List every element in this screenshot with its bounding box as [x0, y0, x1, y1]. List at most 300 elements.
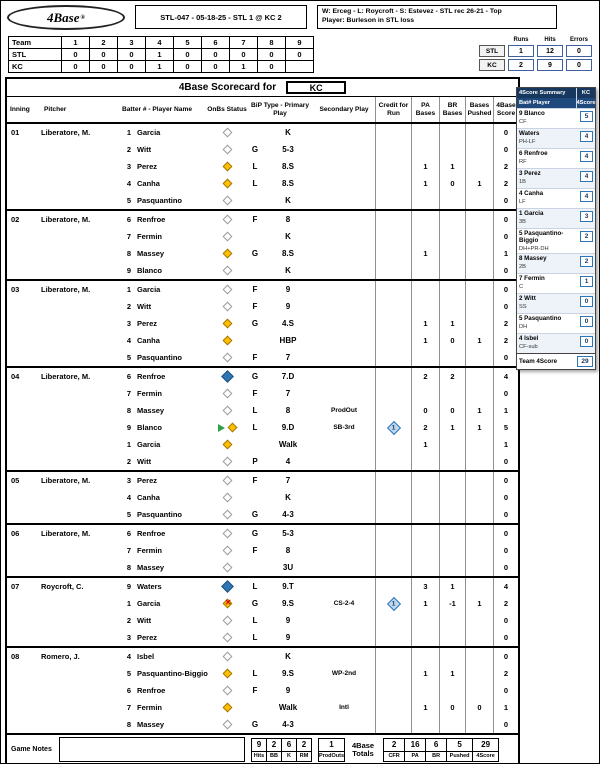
credit-for-run-cell — [375, 315, 411, 332]
four-base-score-value: 0 — [493, 629, 518, 646]
bip-type — [247, 489, 263, 506]
br-bases-value — [439, 436, 465, 453]
stat-label: CFR — [383, 751, 405, 762]
pa-bases-value — [411, 525, 439, 542]
summary-player-position: 1B — [519, 178, 526, 185]
inning-number — [7, 298, 41, 315]
br-bases-value: 0 — [439, 332, 465, 349]
bip-type — [247, 262, 263, 279]
onbs-empty-icon — [222, 145, 232, 155]
rhe-value-box: 1 — [508, 45, 534, 57]
credit-for-run-cell — [375, 716, 411, 733]
bases-pushed-value: 1 — [465, 175, 493, 192]
secondary-play — [313, 141, 375, 158]
batter-number: 8 — [126, 406, 131, 415]
summary-player-position: DH — [519, 323, 528, 330]
br-bases-value — [439, 716, 465, 733]
pitcher-name — [41, 158, 119, 175]
secondary-play — [313, 612, 375, 629]
inning-number: 04 — [11, 372, 20, 381]
inning-number — [7, 716, 41, 733]
bip-type: F — [252, 215, 258, 224]
rhe-header-label: Errors — [569, 37, 588, 43]
four-base-score-value: 2 — [493, 158, 518, 175]
scorecard-row — [7, 436, 518, 453]
batter-number: 4 — [126, 652, 131, 661]
onbs-status-cell — [207, 699, 247, 716]
br-bases-value — [439, 612, 465, 629]
bases-pushed-value — [465, 349, 493, 366]
credit-for-run-cell — [375, 158, 411, 175]
primary-play: 8 — [285, 215, 291, 224]
secondary-play — [313, 559, 375, 576]
bases-pushed-value — [465, 578, 493, 595]
summary-row — [517, 253, 595, 273]
credit-for-run-cell — [375, 525, 411, 542]
bip-type: F — [252, 546, 258, 555]
br-bases-value — [439, 542, 465, 559]
four-base-score-value: 1 — [493, 436, 518, 453]
four-base-score-value: 1 — [493, 699, 518, 716]
br-bases-value — [439, 525, 465, 542]
summary-player-name: Waters — [519, 130, 540, 137]
bip-type: L — [252, 179, 258, 188]
secondary-play — [313, 262, 375, 279]
pitcher-name — [41, 419, 119, 436]
linescore-score-cell: 0 — [173, 48, 202, 61]
col-onbs-status: OnBs Status — [207, 105, 247, 113]
onbs-empty-icon — [222, 720, 232, 730]
scorecard-title: 4Base Scorecard for — [178, 82, 277, 93]
bip-type — [247, 192, 263, 209]
credit-for-run-cell — [375, 192, 411, 209]
col-inning: Inning — [10, 105, 30, 113]
stat-column — [266, 738, 282, 762]
pitcher-name — [41, 141, 119, 158]
summary-score-box: 0 — [580, 296, 593, 307]
credit-for-run-icon — [386, 596, 400, 610]
br-bases-value — [439, 141, 465, 158]
bip-type — [247, 699, 263, 716]
stat-value: 1 — [318, 738, 345, 752]
onbs-status-cell — [207, 665, 247, 682]
counting-stats-group — [252, 738, 312, 762]
bases-pushed-value: 1 — [465, 419, 493, 436]
summary-player-position: CF — [519, 118, 527, 125]
bases-pushed-value — [465, 141, 493, 158]
linescore-team-header: Team — [8, 36, 62, 49]
summary-entries — [517, 108, 595, 353]
secondary-play — [313, 716, 375, 733]
secondary-play — [313, 228, 375, 245]
batter-number: 5 — [126, 353, 131, 362]
bip-type — [247, 228, 263, 245]
bip-type: F — [252, 389, 258, 398]
inning-number — [7, 595, 41, 612]
scorecard-row — [7, 489, 518, 506]
secondary-play — [313, 578, 375, 595]
rhe-value-box: 12 — [537, 45, 563, 57]
summary-score-box: 5 — [580, 111, 593, 122]
pitcher-name — [41, 245, 119, 262]
pa-bases-value: 1 — [411, 595, 439, 612]
secondary-play — [313, 506, 375, 523]
inning-number: 06 — [11, 529, 20, 538]
bases-pushed-value — [465, 262, 493, 279]
rhe-team-name: KC — [479, 59, 505, 71]
stat-value: 9 — [251, 738, 267, 752]
credit-for-run-cell — [375, 402, 411, 419]
br-bases-value: -1 — [439, 595, 465, 612]
linescore-inning-header: 3 — [117, 36, 146, 49]
pa-bases-value — [411, 489, 439, 506]
linescore-team-row — [9, 61, 314, 73]
credit-for-run-cell — [375, 175, 411, 192]
credit-for-run-cell — [375, 281, 411, 298]
br-bases-value: 0 — [439, 699, 465, 716]
batter-number: 9 — [126, 266, 131, 275]
col-batter: Batter # - Player Name — [122, 105, 193, 113]
primary-play: K — [285, 493, 291, 502]
batter-name: Blanco — [137, 266, 163, 275]
inning-group — [7, 279, 518, 366]
br-bases-value — [439, 228, 465, 245]
br-bases-value — [439, 648, 465, 665]
onbs-status-cell — [207, 453, 247, 470]
credit-for-run-cell — [375, 489, 411, 506]
onbs-status-cell — [207, 141, 247, 158]
batter-name: Pasquantino — [137, 353, 183, 362]
summary-team: KC — [576, 88, 595, 98]
prodouts-group — [319, 738, 345, 762]
summary-score-box: 0 — [580, 316, 593, 327]
summary-player-name: 7 Fermin — [519, 274, 545, 282]
summary-header — [517, 88, 595, 98]
br-bases-value — [439, 245, 465, 262]
bip-type: G — [251, 599, 259, 608]
secondary-play — [313, 489, 375, 506]
bases-pushed-value — [465, 298, 493, 315]
summary-player-name: 4 Isbel — [519, 334, 539, 342]
summary-player-position: 3B — [519, 218, 526, 225]
scorecard-row — [7, 281, 518, 298]
credit-for-run-cell — [375, 419, 411, 436]
inning-group — [7, 646, 518, 733]
onbs-status-cell — [207, 716, 247, 733]
batter-number: 6 — [126, 529, 131, 538]
primary-play: Walk — [278, 440, 298, 449]
credit-for-run-cell — [375, 262, 411, 279]
batter-name: Canha — [137, 179, 160, 188]
inning-number — [7, 332, 41, 349]
pitcher-name: Liberatore, M. — [41, 128, 91, 137]
fourscore-summary-panel — [516, 87, 596, 370]
scorecard-row — [7, 124, 518, 141]
batter-name: Garcia — [137, 285, 161, 294]
scorecard-row — [7, 648, 518, 665]
onbs-empty-icon — [222, 215, 232, 225]
pitcher-name — [41, 716, 119, 733]
linescore-inning-header: 4 — [145, 36, 174, 49]
scorecard-row — [7, 453, 518, 470]
summary-col-score: 4Score — [576, 100, 596, 106]
scorecard-row — [7, 578, 518, 595]
linescore-score-cell: 0 — [89, 48, 118, 61]
secondary-play — [313, 349, 375, 366]
batter-number: 2 — [126, 457, 131, 466]
linescore-score-cell: 0 — [229, 48, 258, 61]
linescore-score-cell: 0 — [257, 48, 286, 61]
primary-play: 9.T — [282, 582, 294, 591]
scorecard-row — [7, 141, 518, 158]
scorecard-row — [7, 315, 518, 332]
onbs-empty-icon — [222, 686, 232, 696]
secondary-play — [313, 298, 375, 315]
secondary-play — [313, 332, 375, 349]
linescore-inning-header: 5 — [173, 36, 202, 49]
inning-number — [7, 402, 41, 419]
onbs-status-cell — [207, 192, 247, 209]
pa-bases-value: 1 — [411, 699, 439, 716]
four-base-score-value: 0 — [493, 682, 518, 699]
pa-bases-value — [411, 298, 439, 315]
onbs-status-cell — [207, 211, 247, 228]
br-bases-value: 1 — [439, 315, 465, 332]
summary-row — [517, 293, 595, 313]
summary-score-box: 2 — [580, 231, 593, 242]
inning-number — [7, 506, 41, 523]
pa-bases-value — [411, 612, 439, 629]
br-bases-value: 1 — [439, 578, 465, 595]
bip-type: L — [252, 423, 258, 432]
scorecard-row — [7, 298, 518, 315]
inning-number — [7, 665, 41, 682]
onbs-extra-base-icon — [221, 370, 234, 383]
scorecard-row — [7, 402, 518, 419]
onbs-status-cell — [207, 228, 247, 245]
pitcher-name — [41, 349, 119, 366]
credit-for-run-cell — [375, 612, 411, 629]
bip-type — [247, 559, 263, 576]
linescore-inning-header: 1 — [61, 36, 90, 49]
scorecard-header-row — [7, 97, 518, 124]
pa-bases-value — [411, 648, 439, 665]
scorecard-row — [7, 506, 518, 523]
secondary-play — [313, 472, 375, 489]
pitcher-name — [41, 595, 119, 612]
primary-play: 7.D — [281, 372, 295, 381]
batter-name: Perez — [137, 476, 158, 485]
pa-bases-value — [411, 559, 439, 576]
summary-score-box: 0 — [580, 336, 593, 347]
batter-number: 2 — [126, 302, 131, 311]
br-bases-value — [439, 559, 465, 576]
scorecard-row — [7, 665, 518, 682]
game-notes-input[interactable] — [59, 737, 245, 762]
batter-name: Perez — [137, 633, 158, 642]
four-base-score-value: 0 — [493, 506, 518, 523]
bip-type: G — [251, 249, 259, 258]
secondary-play — [313, 629, 375, 646]
pa-bases-value: 1 — [411, 245, 439, 262]
primary-play: K — [285, 196, 291, 205]
pa-bases-value — [411, 716, 439, 733]
four-base-score-value: 4 — [493, 578, 518, 595]
inning-group — [7, 366, 518, 470]
bases-pushed-value — [465, 472, 493, 489]
credit-for-run-cell — [375, 453, 411, 470]
bases-pushed-value — [465, 228, 493, 245]
rhe-value-box: 2 — [508, 59, 534, 71]
credit-for-run-cell — [375, 332, 411, 349]
bases-pushed-value — [465, 559, 493, 576]
br-bases-value — [439, 298, 465, 315]
linescore-score-cell: 1 — [145, 60, 174, 73]
onbs-empty-icon — [222, 302, 232, 312]
linescore-score-cell: 0 — [257, 60, 286, 73]
primary-play: 8.S — [281, 249, 294, 258]
inning-number — [7, 489, 41, 506]
pa-bases-value: 1 — [411, 665, 439, 682]
onbs-empty-icon — [222, 616, 232, 626]
linescore-team-name: STL — [8, 48, 62, 61]
batter-number: 4 — [126, 336, 131, 345]
rhe-header-row — [479, 37, 592, 43]
secondary-play — [313, 368, 375, 385]
batter-number: 3 — [126, 633, 131, 642]
stat-column — [296, 738, 312, 762]
br-bases-value — [439, 629, 465, 646]
secondary-play — [313, 175, 375, 192]
primary-play: 5-3 — [282, 145, 294, 154]
bases-pushed-value — [465, 385, 493, 402]
pa-bases-value — [411, 192, 439, 209]
batter-name: Fermin — [137, 389, 163, 398]
secondary-play — [313, 385, 375, 402]
four-base-score-value: 0 — [493, 211, 518, 228]
batter-name: Witt — [137, 302, 152, 311]
pitcher-name — [41, 612, 119, 629]
scorecard-row — [7, 595, 518, 612]
onbs-status-cell — [207, 332, 247, 349]
inning-group — [7, 209, 518, 279]
bases-pushed-value — [465, 453, 493, 470]
br-bases-value — [439, 472, 465, 489]
secondary-play — [313, 124, 375, 141]
summary-row — [517, 313, 595, 333]
scorecard-row — [7, 368, 518, 385]
pitcher-name — [41, 402, 119, 419]
bases-pushed-value — [465, 245, 493, 262]
four-base-score-value: 0 — [493, 716, 518, 733]
batter-name: Renfroe — [137, 529, 166, 538]
summary-score-box: 4 — [580, 171, 593, 182]
primary-play: 7 — [285, 353, 291, 362]
scorecard-row — [7, 612, 518, 629]
four-base-score-value: 0 — [493, 525, 518, 542]
stat-column — [281, 738, 297, 762]
summary-player-position: DH+PR-DH — [519, 245, 549, 252]
credit-for-run-cell — [375, 349, 411, 366]
primary-play: 4-3 — [282, 510, 294, 519]
secondary-play: ProdOut — [331, 407, 357, 414]
pa-bases-value — [411, 281, 439, 298]
stat-label: K — [281, 751, 297, 762]
col-br-bases: BR Bases — [439, 97, 465, 122]
scorecard-team-box: KC — [286, 81, 346, 94]
pa-bases-value: 1 — [411, 436, 439, 453]
summary-row — [517, 108, 595, 128]
scorecard-row — [7, 192, 518, 209]
pitcher-name: Roycroft, C. — [41, 582, 84, 591]
linescore-inning-header: 6 — [201, 36, 230, 49]
game-notes-label: Game Notes — [11, 746, 52, 753]
onbs-status-cell — [207, 402, 247, 419]
batter-number: 4 — [126, 493, 131, 502]
linescore-inning-header: 2 — [89, 36, 118, 49]
batter-number: 1 — [126, 128, 131, 137]
pitcher-name — [41, 175, 119, 192]
inning-number — [7, 629, 41, 646]
secondary-play — [313, 192, 375, 209]
summary-score-box: 4 — [580, 131, 593, 142]
batter-number: 9 — [126, 582, 131, 591]
four-base-score-value: 0 — [493, 281, 518, 298]
batter-name: Perez — [137, 319, 158, 328]
batter-number: 3 — [126, 319, 131, 328]
pa-bases-value — [411, 629, 439, 646]
four-base-score-value: 0 — [493, 489, 518, 506]
four-base-score-value: 0 — [493, 192, 518, 209]
secondary-play: WP-2nd — [331, 670, 357, 677]
br-bases-value — [439, 506, 465, 523]
batter-name: Isbel — [137, 652, 155, 661]
game-summary-box — [317, 5, 557, 29]
scorecard-row — [7, 629, 518, 646]
br-bases-value — [439, 349, 465, 366]
onbs-status-cell — [207, 506, 247, 523]
bip-type: L — [252, 406, 258, 415]
pitcher-name — [41, 506, 119, 523]
batter-name: Massey — [137, 249, 165, 258]
bip-type: F — [252, 353, 258, 362]
stat-value: 5 — [446, 738, 473, 752]
stat-value: 2 — [266, 738, 282, 752]
inning-number — [7, 682, 41, 699]
onbs-on-base-icon — [222, 669, 232, 679]
credit-for-run-cell — [375, 559, 411, 576]
stat-column — [446, 738, 473, 762]
inning-number — [7, 192, 41, 209]
fourbase-logo — [7, 5, 125, 30]
primary-play: 8 — [285, 406, 291, 415]
onbs-status-cell — [207, 525, 247, 542]
secondary-play — [313, 453, 375, 470]
summary-player-name: 8 Massey — [519, 254, 547, 262]
four-base-score-value: 0 — [493, 612, 518, 629]
br-bases-value — [439, 682, 465, 699]
batter-name: Perez — [137, 162, 158, 171]
onbs-empty-icon — [222, 529, 232, 539]
pa-bases-value — [411, 453, 439, 470]
four-base-score-value: 2 — [493, 665, 518, 682]
batter-name: Witt — [137, 616, 152, 625]
col-4base-score: 4Base Score — [493, 97, 518, 122]
primary-play: 9 — [285, 302, 291, 311]
stat-value: 2 — [296, 738, 312, 752]
secondary-play — [313, 211, 375, 228]
br-bases-value — [439, 211, 465, 228]
